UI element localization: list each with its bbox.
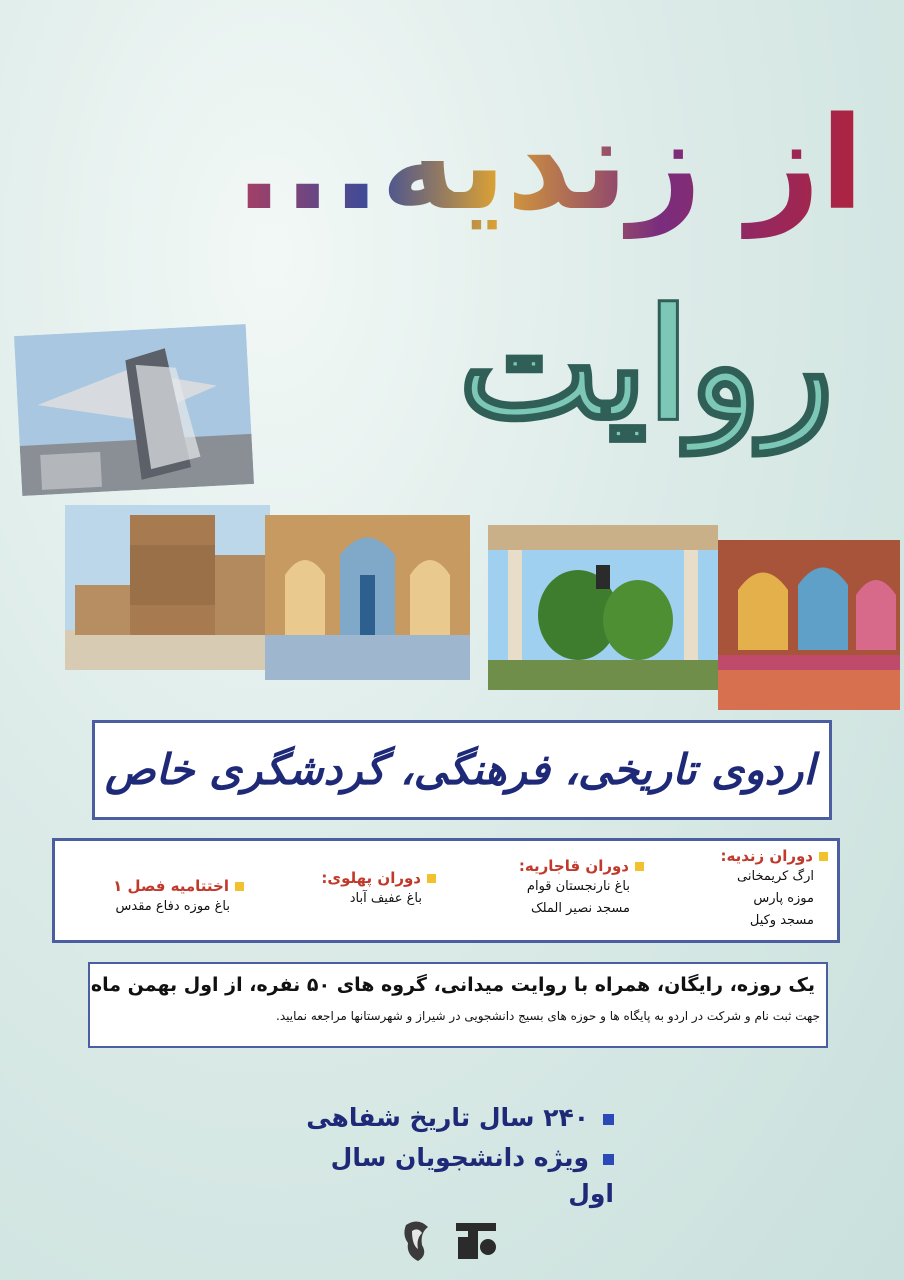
arg-karimkhan-photo	[65, 505, 270, 670]
basij-logo	[404, 1221, 428, 1261]
modern-building-photo	[14, 324, 254, 496]
era-closing	[94, 876, 244, 918]
nasir-ol-molk-photo	[718, 540, 900, 710]
banner-text: اردوی تاریخی، فرهنگی، گردشگری خاص	[104, 745, 816, 794]
title-line-1: از زندیه...	[44, 85, 864, 245]
era-zand	[678, 846, 828, 932]
info-registration-note: جهت ثبت نام و شرکت در اردو به پایگاه ها و حوزه های بسیج دانشجویی در شیراز و شهرستانها مراجعه نمایید.	[276, 1009, 820, 1023]
info-headline: یک روزه، رایگان، همراه با روایت میدانی، گروه های ۵۰ نفره، از اول بهمن ماه	[90, 974, 815, 996]
era-title: دوران زندیه:	[678, 846, 828, 866]
era-item: باغ نارنجستان قوام	[526, 879, 630, 894]
bullet-first-year-students: ویژه دانشجویان سال اول	[330, 1143, 614, 1208]
era-item: باغ عفیف آباد	[349, 891, 422, 906]
era-item: باغ موزه دفاع مقدس	[115, 899, 230, 914]
square-bullet-icon	[819, 852, 828, 861]
vakil-mosque-photo	[265, 515, 470, 680]
square-bullet-icon	[635, 862, 644, 871]
square-bullet-icon	[603, 1154, 614, 1165]
organization-logos	[398, 1215, 503, 1267]
bullet-oral-history: ۲۴۰ سال تاریخ شفاهی	[294, 1100, 614, 1136]
era-item: مسجد نصیر الملک	[530, 901, 630, 916]
era-qajar	[474, 856, 644, 920]
square-bullet-icon	[427, 874, 436, 883]
narenjestan-garden-photo	[488, 525, 718, 690]
era-title: دوران قاجاریه:	[474, 856, 644, 876]
era-title: اختتامیه فصل ۱	[94, 876, 244, 896]
era-item: موزه پارس	[753, 891, 814, 906]
era-item: مسجد وکیل	[749, 913, 814, 928]
square-bullet-icon	[235, 882, 244, 891]
era-title: دوران پهلوی:	[296, 868, 436, 888]
title-line-2: روایت	[458, 277, 834, 453]
era-item: ارگ کریمخانی	[737, 869, 814, 884]
era-pahlavi	[296, 868, 436, 910]
square-bullet-icon	[603, 1114, 614, 1125]
student-basij-logo	[456, 1223, 496, 1259]
